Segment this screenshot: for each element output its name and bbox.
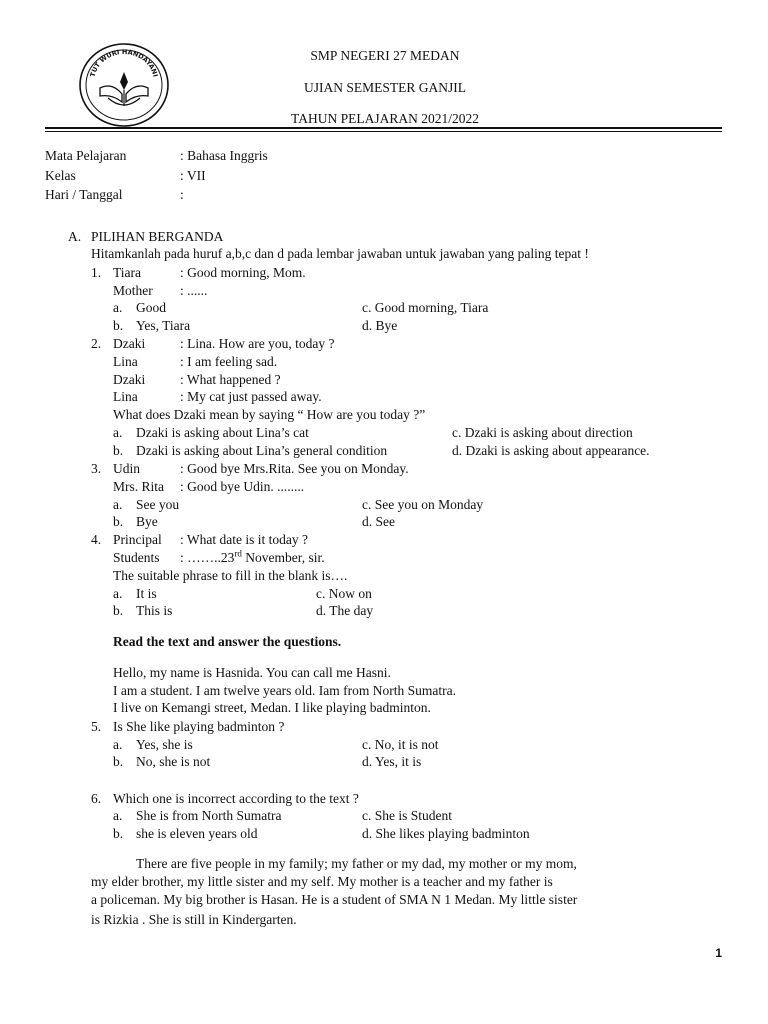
section-title: PILIHAN BERGANDA	[91, 229, 224, 244]
q1-line-2: : ......	[180, 283, 208, 298]
info-value-subject: : Bahasa Inggris	[180, 148, 268, 163]
reading-line-1: Hello, my name is Hasnida. You can call me Hasni.	[113, 665, 391, 680]
q5-question: Is She like playing badminton ?	[113, 719, 285, 734]
q2-question: What does Dzaki mean by saying “ How are you today ?”	[113, 407, 426, 422]
info-label-date: Hari / Tanggal	[45, 187, 123, 202]
q4-option-b-letter: b.	[113, 603, 124, 618]
q3-option-b-letter: b.	[113, 514, 124, 529]
q4-number: 4.	[91, 532, 102, 547]
paragraph-line-4: is Rizkia . She is still in Kindergarten.	[91, 912, 297, 927]
q4-option-d: d. The day	[316, 603, 374, 618]
reading-line-2: I am a student. I am twelve years old. Iam from North Sumatra.	[113, 683, 457, 698]
q2-line-2: : I am feeling sad.	[180, 354, 278, 369]
q4-option-b: This is	[136, 603, 173, 618]
paragraph-line-2: my elder brother, my little sister and my self. My mother is a teacher and my father is	[91, 874, 553, 889]
q1-option-d: d. Bye	[362, 318, 398, 333]
q1-speaker-1: Tiara	[113, 265, 142, 280]
q6-question: Which one is incorrect according to the text ?	[113, 791, 359, 806]
q4-speaker-2: Students	[113, 550, 160, 565]
q1-option-a-letter: a.	[113, 300, 123, 315]
q3-option-a: See you	[136, 497, 180, 512]
q4-line-1: : What date is it today ?	[180, 532, 308, 547]
q5-option-d: d. Yes, it is	[362, 754, 422, 769]
q4-option-a: It is	[136, 586, 157, 601]
info-label-subject: Mata Pelajaran	[45, 148, 127, 163]
header-rule-thick	[45, 127, 722, 129]
q2-option-b-letter: b.	[113, 443, 124, 458]
q6-option-a-letter: a.	[113, 808, 123, 823]
q3-line-2: : Good bye Udin. ........	[180, 479, 305, 494]
tut-wuri-handayani-logo	[78, 42, 170, 128]
q2-option-d: d. Dzaki is asking about appearance.	[452, 443, 650, 458]
info-value-date: :	[180, 187, 184, 202]
q3-option-c: c. See you on Monday	[362, 497, 484, 512]
paragraph-line-1: There are five people in my family; my father or my dad, my mother or my mom,	[136, 856, 577, 871]
q3-speaker-1: Udin	[113, 461, 140, 476]
school-name: SMP NEGERI 27 MEDAN	[310, 48, 460, 63]
q4-option-c: c. Now on	[316, 586, 372, 601]
q5-option-b-letter: b.	[113, 754, 124, 769]
q1-speaker-2: Mother	[113, 283, 153, 298]
q6-option-c: c. She is Student	[362, 808, 452, 823]
page-number: 1	[715, 946, 722, 960]
q5-option-a-letter: a.	[113, 737, 123, 752]
q3-option-b: Bye	[136, 514, 158, 529]
q1-line-1: : Good morning, Mom.	[180, 265, 306, 280]
q5-option-a: Yes, she is	[136, 737, 193, 752]
q5-number: 5.	[91, 719, 102, 734]
q2-line-1: : Lina. How are you, today ?	[180, 336, 335, 351]
q5-option-c: c. No, it is not	[362, 737, 439, 752]
q3-option-d: d. See	[362, 514, 395, 529]
q2-line-3: : What happened ?	[180, 372, 281, 387]
q6-option-b: she is eleven years old	[136, 826, 258, 841]
svg-text:TUT WURI HANDAYANI: TUT WURI HANDAYANI	[88, 47, 160, 78]
q1-option-a: Good	[136, 300, 166, 315]
q6-number: 6.	[91, 791, 102, 806]
q1-option-b-letter: b.	[113, 318, 124, 333]
info-value-class: : VII	[180, 168, 206, 183]
reading-heading: Read the text and answer the questions.	[113, 634, 342, 649]
q2-line-4: : My cat just passed away.	[180, 389, 322, 404]
q2-speaker-1: Dzaki	[113, 336, 146, 351]
q5-option-b: No, she is not	[136, 754, 211, 769]
q2-option-a: Dzaki is asking about Lina’s cat	[136, 425, 309, 440]
q3-number: 3.	[91, 461, 102, 476]
section-instruction: Hitamkanlah pada huruf a,b,c dan d pada lembar jawaban untuk jawaban yang paling tepat !	[91, 246, 589, 261]
q1-number: 1.	[91, 265, 102, 280]
q2-number: 2.	[91, 336, 102, 351]
q2-option-b: Dzaki is asking about Lina’s general condition	[136, 443, 388, 458]
q4-question: The suitable phrase to fill in the blank is….	[113, 568, 348, 583]
academic-year: TAHUN PELAJARAN 2021/2022	[291, 111, 479, 126]
q4-option-a-letter: a.	[113, 586, 123, 601]
q6-option-d: d. She likes playing badminton	[362, 826, 530, 841]
q2-speaker-2: Lina	[113, 354, 138, 369]
q6-option-a: She is from North Sumatra	[136, 808, 282, 823]
q4-line-2: : ……..23rd November, sir.	[180, 548, 325, 565]
q6-option-b-letter: b.	[113, 826, 124, 841]
paragraph-line-3: a policeman. My big brother is Hasan. He is a student of SMA N 1 Medan. My little sister	[91, 892, 578, 907]
q3-speaker-2: Mrs. Rita	[113, 479, 165, 494]
exam-title: UJIAN SEMESTER GANJIL	[304, 80, 466, 95]
q3-line-1: : Good bye Mrs.Rita. See you on Monday.	[180, 461, 409, 476]
q4-speaker-1: Principal	[113, 532, 162, 547]
q1-option-b: Yes, Tiara	[136, 318, 191, 333]
info-label-class: Kelas	[45, 168, 76, 183]
header-rule-thin	[45, 131, 722, 132]
q3-option-a-letter: a.	[113, 497, 123, 512]
q2-speaker-4: Lina	[113, 389, 138, 404]
q2-speaker-3: Dzaki	[113, 372, 146, 387]
reading-line-3: I live on Kemangi street, Medan. I like playing badminton.	[113, 700, 431, 715]
q2-option-c: c. Dzaki is asking about direction	[452, 425, 633, 440]
q2-option-a-letter: a.	[113, 425, 123, 440]
section-letter: A.	[68, 229, 82, 244]
q1-option-c: c. Good morning, Tiara	[362, 300, 489, 315]
